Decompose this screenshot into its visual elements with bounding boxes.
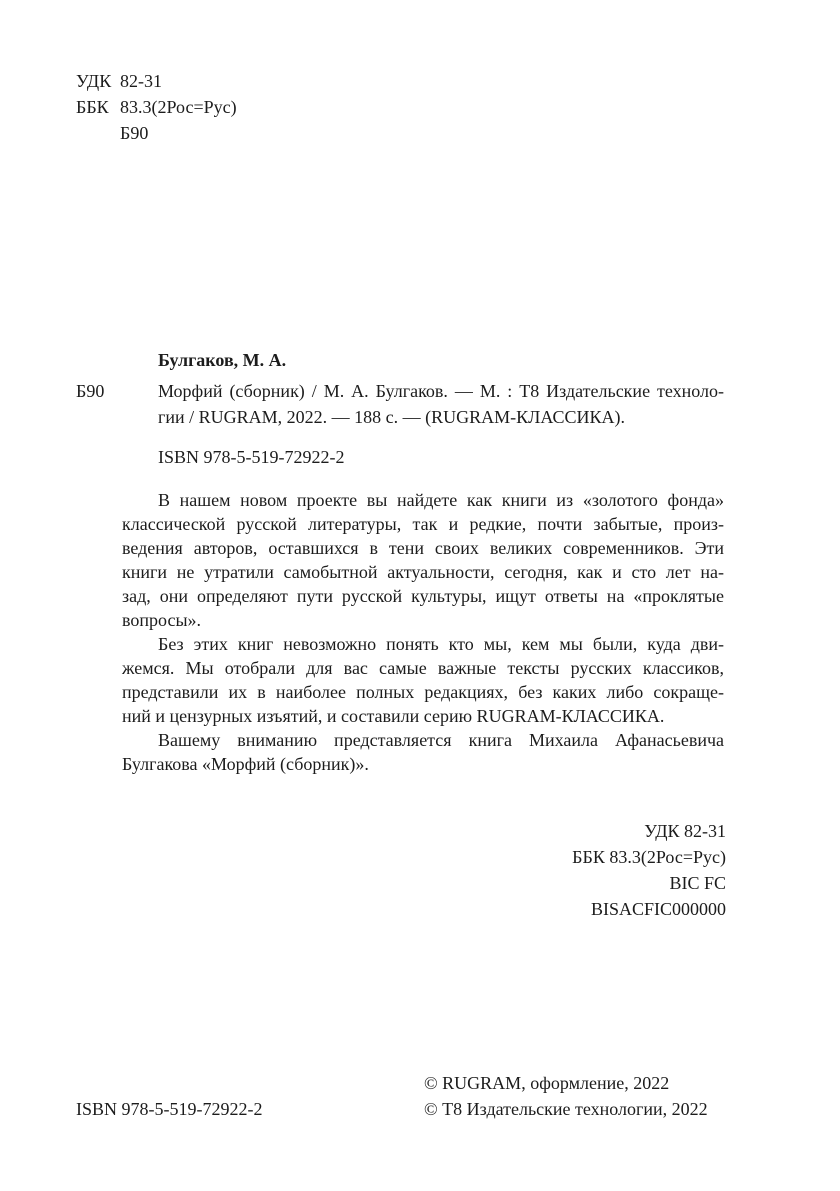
bbk-code: ББК 83.3(2Рос=Рус): [572, 847, 726, 867]
udk-value: 82-31: [120, 71, 162, 91]
annotation-line: жемся. Мы отобрали для вас самые важные тексты русских классиков,: [122, 658, 724, 678]
bic-code: BIC FC: [669, 873, 726, 893]
udk-row: [76, 68, 162, 94]
catalog-cipher: Б90: [76, 381, 105, 401]
description-line: гии / RUGRAM, 2022. — 188 с. — (RUGRAM-КЛАССИКА).: [158, 407, 625, 427]
udk-label: УДК: [76, 71, 112, 91]
copyright-block: [424, 1070, 708, 1122]
annotation-line: ведения авторов, оставшихся в тени своих великих современников. Эти: [122, 538, 724, 558]
author-mark: Б90: [120, 123, 149, 143]
annotation-line: Без этих книг невозможно понять кто мы, кем мы были, куда дви-: [158, 634, 724, 654]
bibliographic-description: [158, 378, 724, 430]
bisac-code: BISACFIC000000: [590, 899, 726, 919]
udk-code: УДК 82-31: [644, 821, 726, 841]
bbk-value: 83.3(2Рос=Рус): [120, 97, 237, 117]
annotation: [122, 488, 724, 776]
annotation-line: книги не утратили самобытной актуальности, сегодня, как и сто лет на-: [122, 562, 724, 582]
footer-isbn: ISBN 978-5-519-72922-2: [76, 1099, 263, 1119]
bbk-row: [76, 94, 237, 120]
bbk-label: ББК: [76, 97, 109, 117]
annotation-line: В нашем новом проекте вы найдете как книги из «золотого фонда»: [158, 490, 724, 510]
author-heading: Булгаков, М. А.: [158, 350, 287, 370]
annotation-line: представили их в наиболее полных редакциях, без каких либо сокраще-: [122, 682, 724, 702]
description-line: Морфий (сборник) / М. А. Булгаков. — М. : Т8 Издательские техноло-: [158, 381, 724, 401]
annotation-line: вопросы».: [122, 610, 202, 630]
annotation-line: ний и цензурных изъятий, и составили серию RUGRAM-КЛАССИКА.: [122, 706, 665, 726]
catalog-isbn: ISBN 978-5-519-72922-2: [158, 447, 345, 467]
classification-codes: [572, 818, 726, 922]
copyright-publisher: © Т8 Издательские технологии, 2022: [424, 1099, 708, 1119]
annotation-line: зад, они определяют пути русской культуры, ищут ответы на «проклятые: [122, 586, 724, 606]
annotation-line: Булгакова «Морфий (сборник)».: [122, 754, 369, 774]
copyright-design: © RUGRAM, оформление, 2022: [424, 1073, 670, 1093]
annotation-line: классической русской литературы, так и редкие, почти забытые, произ-: [122, 514, 724, 534]
annotation-line: Вашему вниманию представляется книга Михаила Афанасьевича: [158, 730, 724, 750]
